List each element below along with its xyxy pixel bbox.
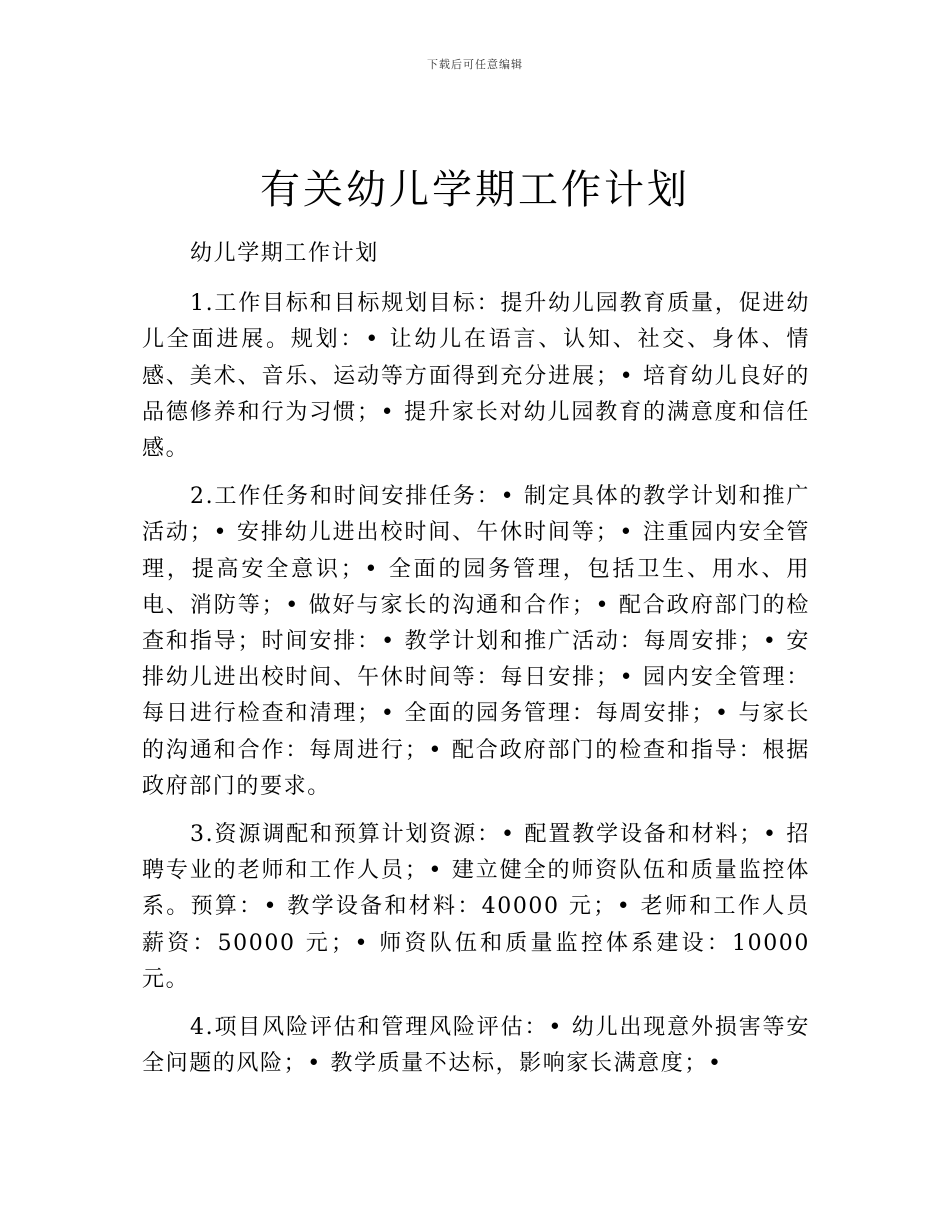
paragraph-risk-assessment: 4.项目风险评估和管理风险评估：• 幼儿出现意外损害等安全问题的风险；• 教学质量不达标，影响家长满意度；•	[142, 1015, 810, 1077]
document-body	[142, 236, 810, 1094]
document-title: 有关幼儿学期工作计划	[260, 167, 690, 213]
paragraph-tasks-schedule: 2.工作任务和时间安排任务：• 制定具体的教学计划和推广活动；• 安排幼儿进出校时间、午休时间等；• 注重园内安全管理，提高安全意识；• 全面的园务管理，包括卫生、用水、用电、消防等；• 做好与家长的沟通和合作；• 配合政府部门的检查和指导；时间安排：• 教学计划和推广活动：每周安排；• 安排幼儿进出校时间、午休时间等：每日安排；• 园内安全管理：每日进行检查和清理；• 全面的园务管理：每周安排；• 与家长的沟通和合作：每周进行；• 配合政府部门的检查和指导：根据政府部门的要求。	[142, 484, 810, 799]
page-header-note: 下载后可任意编辑	[427, 58, 523, 71]
paragraph-goals: 1.工作目标和目标规划目标：提升幼儿园教育质量，促进幼儿全面进展。规划：• 让幼儿在语言、认知、社交、身体、情感、美术、音乐、运动等方面得到充分进展；• 培育幼儿良好的品德修养和行为习惯；• 提升家长对幼儿园教育的满意度和信任感。	[142, 291, 810, 462]
document-subtitle: 幼儿学期工作计划	[190, 241, 379, 266]
paragraph-resources-budget: 3.资源调配和预算计划资源：• 配置教学设备和材料；• 招聘专业的老师和工作人员；• 建立健全的师资队伍和质量监控体系。预算：• 教学设备和材料：40000 元；• 老师和工作人员薪资：50000 元；• 师资队伍和质量监控体系建设：10000 元。	[142, 822, 810, 992]
